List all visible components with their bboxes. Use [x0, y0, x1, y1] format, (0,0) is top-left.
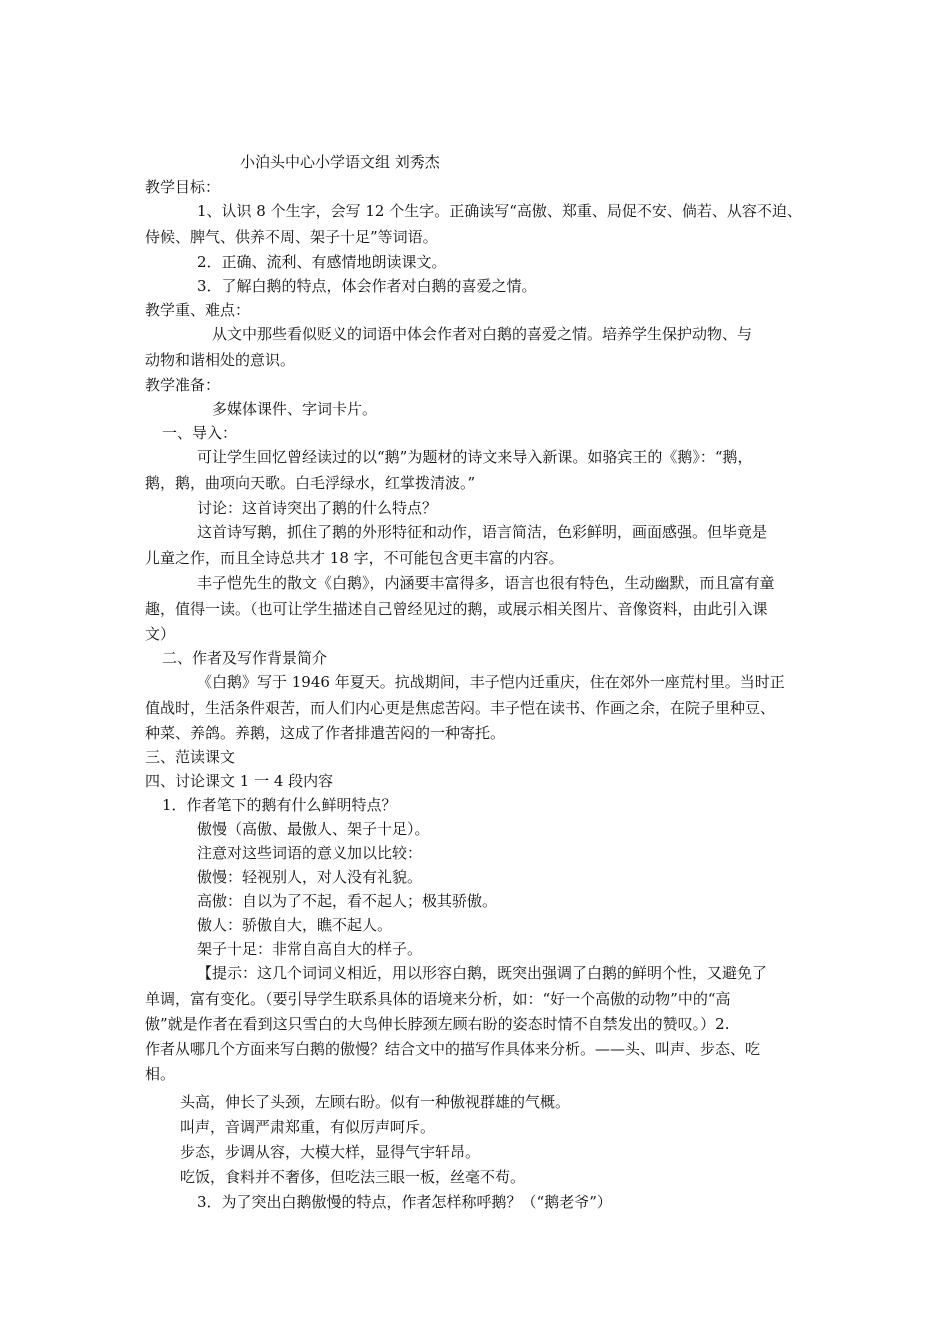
section-1-para-2-line-1: 这首诗写鹅，抓住了鹅的外形特征和动作，语言简洁，色彩鲜明，画面感强。但毕竟是 [197, 523, 768, 541]
preparation: 多媒体课件、字词卡片。 [212, 400, 378, 418]
goal-1-line-1: 1、认识 8 个生字，会写 12 个生字。正确读写“高傲、郑重、局促不安、倘若、从容不迫、 [197, 202, 802, 220]
tip-line-3: 傲”就是作者在看到这只雪白的大鸟伸长脖颈左顾右盼的姿态时情不自禁发出的赞叹。）2. [145, 1015, 730, 1033]
section-1-para-2-line-2: 儿童之作，而且全诗总共才 18 字，不可能包含更丰富的内容。 [145, 549, 564, 567]
goal-3: 3．了解白鹅的特点，体会作者对白鹅的喜爱之情。 [197, 277, 537, 295]
key-points-heading: 教学重、难点： [145, 301, 251, 319]
section-3-heading: 三、范读课文 [145, 748, 236, 766]
tip-line-4: 作者从哪几个方面来写白鹅的傲慢？结合文中的描写作具体来分析。——头、叫声、步态、吃 [145, 1040, 761, 1058]
tip-line-5: 相。 [145, 1065, 176, 1083]
section-1-para-3-line-3: 文） [145, 625, 176, 643]
goal-2: 2．正确、流利、有感情地朗读课文。 [197, 253, 447, 271]
aspect-eating: 吃饭，食料并不奢侈，但吃法三眼一板，丝毫不苟。 [180, 1168, 526, 1186]
key-points-line-1: 从文中那些看似贬义的词语中体会作者对白鹅的喜爱之情。培养学生保护动物、与 [212, 325, 753, 343]
question-1: 1．作者笔下的鹅有什么鲜明特点？ [162, 796, 397, 814]
key-points-line-2: 动物和谐相处的意识。 [145, 351, 296, 369]
section-2-para-line-2: 值战时，生活条件艰苦，而人们内心更是焦虑苦闷。丰子恺在读书、作画之余，在院子里种豆、 [145, 699, 776, 717]
section-2-para-line-1: 《白鹅》写于 1946 年夏天。抗战期间，丰子恺内迁重庆，住在郊外一座荒村里。当时正 [197, 673, 785, 691]
section-1-para-1-line-1: 可让学生回忆曾经读过的以“鹅”为题材的诗文来导入新课。如骆宾王的《鹅》：“鹅， [197, 448, 753, 466]
definition-3: 傲人：骄傲自大，瞧不起人。 [197, 916, 393, 934]
goals-heading: 教学目标： [145, 178, 221, 196]
aspect-gait: 步态，步调从容，大模大样，显得气宇轩昂。 [180, 1143, 481, 1161]
goal-1-line-2: 侍候、脾气、供养不周、架子十足”等词语。 [145, 228, 438, 246]
section-1-para-1-line-2: 鹅，鹅，曲项向天歌。白毛浮绿水，红掌拨清波。” [145, 474, 476, 492]
section-1-discussion: 讨论：这首诗突出了鹅的什么特点？ [197, 499, 438, 517]
section-1-heading: 一、导入： [162, 424, 238, 442]
section-4-heading: 四、讨论课文 1 一 4 段内容 [145, 772, 334, 790]
document-title: 小泊头中心小学语文组 刘秀杰 [240, 153, 440, 171]
section-2-heading: 二、作者及写作背景简介 [162, 649, 328, 667]
section-1-para-3-line-1: 丰子恺先生的散文《白鹅》，内涵要丰富得多，语言也很有特色，生动幽默，而且富有童 [197, 574, 775, 592]
aspect-voice: 叫声，音调严肃郑重，有似厉声呵斥。 [180, 1118, 436, 1136]
question-1-answer: 傲慢（高傲、最傲人、架子十足）。 [197, 820, 430, 838]
definition-4: 架子十足：非常自高自大的样子。 [197, 940, 423, 958]
document-body [145, 175, 815, 1214]
definition-2: 高傲：自以为了不起，看不起人；极其骄傲。 [197, 892, 498, 910]
definition-1: 傲慢：轻视别人，对人没有礼貌。 [197, 868, 423, 886]
section-2-para-line-3: 种菜、养鸽。养鹅，这成了作者排遣苦闷的一种寄托。 [145, 724, 506, 742]
aspect-head: 头高，伸长了头颈，左顾右盼。似有一种傲视群雄的气概。 [180, 1093, 571, 1111]
tip-line-1: 【提示：这几个词词义相近，用以形容白鹅，既突出强调了白鹅的鲜明个性，又避免了 [197, 964, 768, 982]
question-1-note: 注意对这些词语的意义加以比较： [197, 844, 423, 862]
preparation-heading: 教学准备： [145, 376, 221, 394]
question-3: 3．为了突出白鹅傲慢的特点，作者怎样称呼鹅？（“鹅老爷”） [197, 1193, 612, 1211]
tip-line-2: 单调，富有变化。（要引导学生联系具体的语境来分析，如：“好一个高傲的动物”中的“高 [145, 990, 731, 1008]
section-1-para-3-line-2: 趣，值得一读。（也可让学生描述自己曾经见过的鹅，或展示相关图片、音像资料，由此引入课 [145, 600, 768, 618]
